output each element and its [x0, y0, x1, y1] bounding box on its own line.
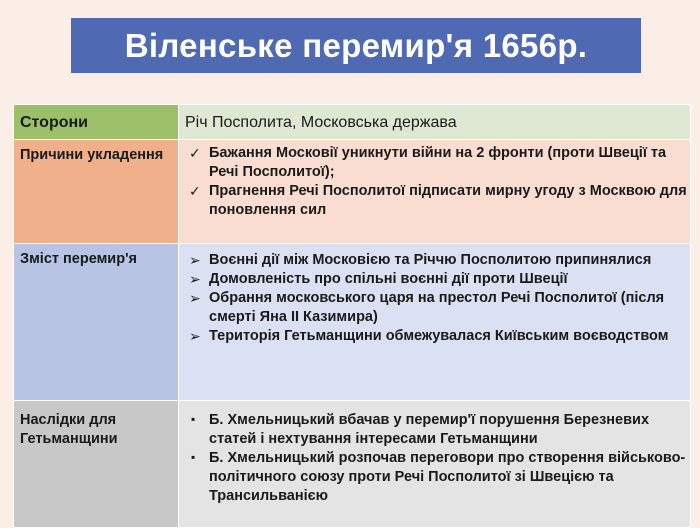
- list-item-text: Бажання Московії уникнути війни на 2 фронти (проти Швеції та Речі Посполитої);: [209, 145, 667, 180]
- arrowhead-icon: ➢: [189, 271, 201, 287]
- content-content-cell: [179, 244, 691, 401]
- title-banner: [71, 18, 641, 73]
- checkmark-icon: ✓: [189, 145, 201, 161]
- consequences-label-cell: Наслідки для Гетьманщини: [14, 401, 179, 528]
- list-item-text: Воєнні дії між Московією та Річчю Посполитою припинялися: [209, 252, 652, 268]
- content-list: [185, 244, 690, 346]
- table-row-causes: [14, 140, 691, 244]
- square-icon: ▪: [191, 450, 196, 464]
- arrowhead-icon: ➢: [189, 252, 201, 268]
- list-item: [185, 270, 690, 289]
- arrowhead-icon: ➢: [189, 290, 201, 306]
- arrowhead-icon: ➢: [189, 328, 201, 344]
- content-label-cell: Зміст перемир'я: [14, 244, 179, 401]
- treaty-table: [13, 104, 691, 528]
- list-item-text: Територія Гетьманщини обмежувалася Київським воєводством: [209, 328, 669, 344]
- table-header-row: [14, 105, 691, 140]
- list-item: [185, 289, 690, 327]
- list-item-text: Б. Хмельницький вбачав у перемир'ї порушення Березневих статей і нехтування інтересами Гетьманщини: [209, 412, 650, 447]
- list-item: [185, 411, 690, 449]
- header-label-cell: Сторони: [14, 105, 179, 140]
- list-item: [185, 327, 690, 346]
- list-item: [185, 251, 690, 270]
- causes-list: [185, 140, 690, 220]
- consequences-content-cell: [179, 401, 691, 528]
- consequences-list: [185, 401, 690, 506]
- list-item: [185, 144, 690, 182]
- checkmark-icon: ✓: [189, 183, 201, 199]
- slide-title: Віленське перемир'я 1656р.: [124, 26, 588, 64]
- causes-content-cell: [179, 140, 691, 244]
- list-item-text: Обрання московського царя на престол Речі Посполитої (після смерті Яна ІІ Казимира): [209, 290, 665, 325]
- square-icon: ▪: [191, 412, 196, 426]
- table-row-consequences: [14, 401, 691, 528]
- list-item-text: Прагнення Речі Посполитої підписати мирну угоду з Москвою для поновлення сил: [209, 183, 687, 218]
- list-item-text: Домовленість про спільні воєнні дії проти Швеції: [209, 271, 568, 287]
- header-value-cell: Річ Посполита, Московська держава: [179, 105, 691, 140]
- table-row-content: [14, 244, 691, 401]
- list-item-text: Б. Хмельницький розпочав переговори про створення військово-політичного союзу проти Речі Посполитої зі Швецією та Трансильванією: [209, 450, 686, 504]
- list-item: [185, 449, 690, 506]
- causes-label-cell: Причини укладення: [14, 140, 179, 244]
- list-item: [185, 182, 690, 220]
